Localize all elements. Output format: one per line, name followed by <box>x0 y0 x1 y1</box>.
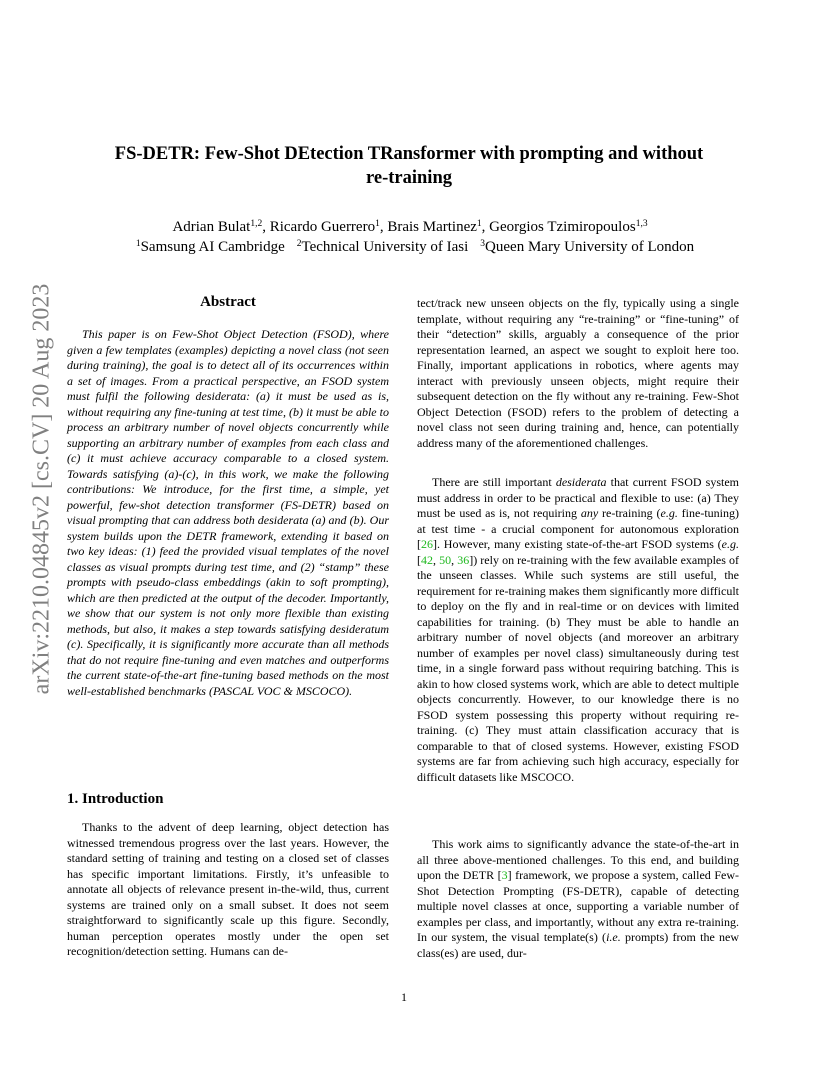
paper-title <box>90 142 728 190</box>
affiliation-name: Samsung AI Cambridge <box>140 239 285 255</box>
affiliation-name: Queen Mary University of London <box>485 239 695 255</box>
author-name: Adrian Bulat <box>172 219 251 235</box>
citation-link[interactable]: 3 <box>501 868 508 882</box>
section-heading-introduction: 1. Introduction <box>67 791 164 807</box>
text-run: that current FSOD system must address in order to be practical and flexible to use: (a) They must be used as is, not requiring <box>417 475 739 520</box>
affiliation-name: Technical University of Iasi <box>301 239 469 255</box>
emphasis-text: any <box>580 506 599 520</box>
emphasis-text: e.g. <box>721 537 739 551</box>
author-affiliation-mark: 1 <box>476 219 482 229</box>
title-line-2: re-training <box>366 168 452 188</box>
affiliation-list <box>60 238 770 257</box>
text-run: ]. However, many existing state-of-the-art FSOD systems ( <box>433 537 722 551</box>
author-affiliation-mark: 1,2 <box>250 219 263 229</box>
citation-link[interactable]: 36 <box>457 552 470 567</box>
affiliation-mark: 3 <box>480 239 486 249</box>
introduction-paragraph: tect/track new unseen objects on the fly, typically using a single template, without requiring any “re-training” or “fine-tuning” of their “detection” skills, arguably a consequence of the prior representation learned, an aspect we sought to exploit here too. Finally, important applications in robotics, where agents may interact with previously unseen objects, might require their subsequent detection on the fly without any re-training. Few-Shot Object Detection (FSOD) refers to the problem of detecting a novel class not seen during training and, hence, can potentially address many of the aforementioned challenges. <box>417 296 739 450</box>
introduction-paragraph <box>417 475 739 785</box>
text-run: fine-tuning) at test time - a crucial component for autonomous exploration [ <box>417 506 739 551</box>
introduction-paragraph <box>417 837 739 961</box>
abstract-body: This paper is on Few-Shot Object Detection (FSOD), where given a few templates (examples) depicting a novel class (not seen during training), the goal is to detect all of its occurrences within a set of images. From a practical perspective, an FSOD system must fulfil the following desiderata: (a) it must be used as is, without requiring any fine-tuning at test time, (b) it must be able to process an arbitrary number of novel objects concurrently while supporting an arbitrary number of examples from each class and (c) it must achieve accuracy comparable to a closed system. Towards satisfying (a)-(c), in this work, we make the following contributions: We introduce, for the first time, a simple, yet powerful, few-shot detection transformer (FS-DETR) based on visual prompting that can address both desiderata (a) and (b). Our system builds upon the DETR framework, extending it based on two key ideas: (1) feed the provided visual templates of the novel classes as visual prompts during test time, and (2) “stamp” these prompts with pseudo-class embeddings (akin to soft prompting), which are then predicted at the output of the decoder. Importantly, we show that our system is not only more flexible than existing methods, but also, it makes a step towards satisfying desideratum (c). Specifically, it is significantly more accurate than all methods that do not require fine-tuning and even matches and outperforms the current state-of-the-art fine-tuning based methods on the most well-established benchmarks (PASCAL VOC & MSCOCO). <box>67 327 389 698</box>
text-run: ] framework, we propose a system, called Few-Shot Detection Prompting (FS-DETR), capable of detecting multiple novel classes at once, supporting a variable number of examples per class, and importantly, without any extra re-training. In our system, the visual template(s) ( <box>417 868 739 944</box>
page-number: 1 <box>401 990 407 1004</box>
text-run: [ <box>417 552 421 567</box>
author-affiliation-mark: 1,3 <box>635 219 648 229</box>
text-run: , <box>433 552 440 567</box>
abstract-heading: Abstract <box>200 294 256 310</box>
text-run: , <box>451 552 458 567</box>
title-line-1: FS-DETR: Few-Shot DEtection TRansformer with prompting and without <box>114 144 704 164</box>
author-name: Ricardo Guerrero <box>269 219 376 235</box>
author-name: Brais Martinez <box>387 219 477 235</box>
emphasis-text: e.g. <box>660 506 678 520</box>
affiliation-mark: 2 <box>296 239 302 249</box>
emphasis-text: desiderata <box>555 475 607 489</box>
affiliation-mark: 1 <box>135 239 141 249</box>
author-affiliation-mark: 1 <box>375 219 380 229</box>
author-name: Georgios Tzimiropoulos <box>489 219 636 235</box>
text-run: prompts) from the new class(es) are used, dur- <box>417 930 739 960</box>
text-run: ]) rely on re-training with the few available examples of the unseen classes. While such systems are still useful, the requirement for re-training makes them significantly more difficult to deploy on the fly and in real-time or on devices with limited capabilities for training. (b) They must be able to handle an arbitrary number of novel objects (and moreover an arbitrary number of examples per novel class) simultaneously during test time, in a single forward pass without requiring batching. This is akin to how closed systems work, which are able to detect multiple objects concurrently. However, to our knowledge there is no FSOD system possessing this property without requiring re-training. (c) They must attain classification accuracy that is comparable to that of closed systems. However, existing FSOD systems are far from achieving such high accuracy, especially for difficult datasets like MSCOCO. <box>417 552 740 784</box>
emphasis-text: i.e. <box>606 930 621 944</box>
text-run: re-training ( <box>598 506 661 520</box>
author-list: Adrian Bulat$^{1,2}$, Ricardo Guerrero$^1$, Brais Martinez$^1$, Georgios Tzimiropoulos$^{1,3}$ <box>172 219 648 235</box>
citation-link[interactable]: 26 <box>421 537 433 551</box>
arxiv-identifier-stamp: arXiv:2210.04845v2 [cs.CV] 20 Aug 2023 <box>28 283 55 695</box>
citation-link[interactable]: 42 <box>421 552 433 567</box>
introduction-paragraph: Thanks to the advent of deep learning, object detection has witnessed tremendous progress over the last years. However, the standard setting of training and testing on a closed set of classes has specific important limitations. Firstly, it’s unfeasible to annotate all objects of relevance present in-the-wild, thus, current systems are trained only on a small subset. It does not seem straightforward to significantly scale up this figure. Secondly, human perception operates mostly under the open set recognition/detection setting. Humans can de- <box>67 820 389 958</box>
citation-link[interactable]: 50 <box>439 552 452 567</box>
text-run: This work aims to significantly advance the state-of-the-art in all three above-mentioned challenges. To this end, and building upon the DETR [ <box>417 837 739 882</box>
text-run: There are still important <box>432 475 556 489</box>
